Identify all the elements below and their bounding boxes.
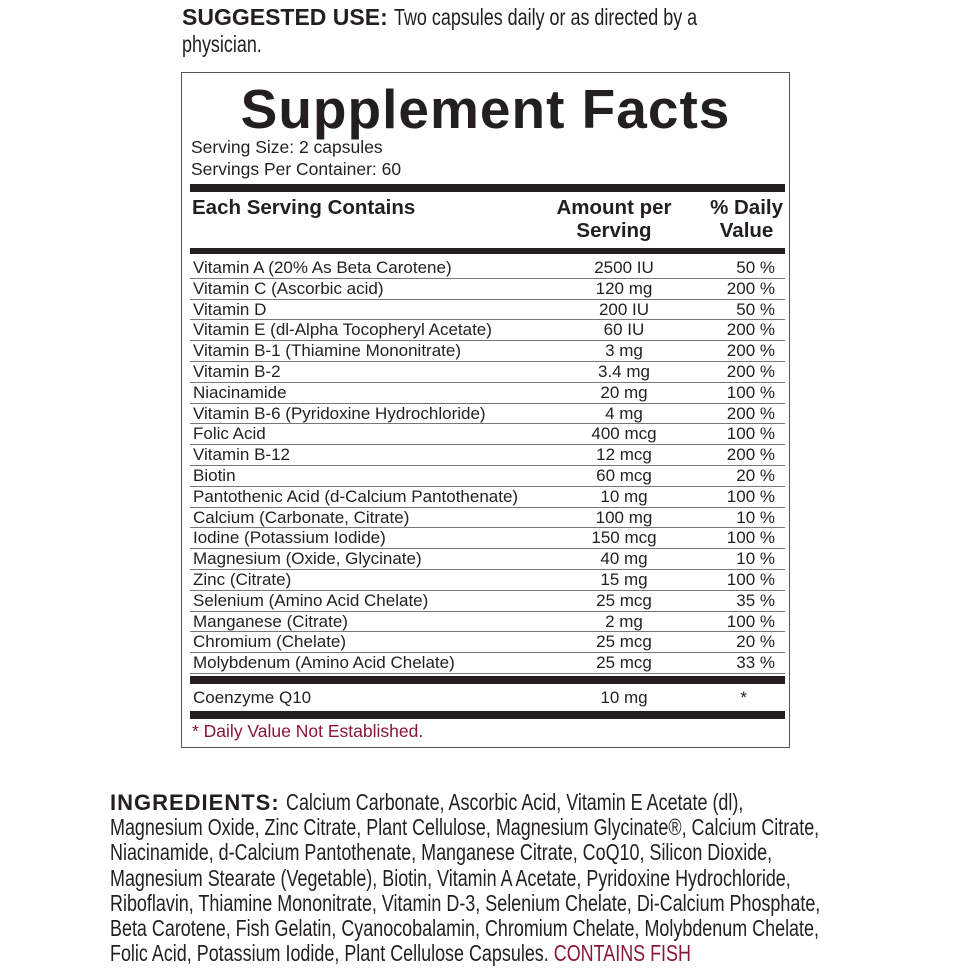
nutrient-dv: * — [740, 688, 747, 707]
header-dv-2: Value — [719, 219, 774, 242]
nutrient-amount: 15 mg — [600, 569, 648, 589]
serving-size: Serving Size: 2 capsules — [191, 137, 383, 157]
header-amount — [524, 196, 704, 242]
table-row-coq10 — [190, 684, 785, 711]
table-row — [190, 320, 785, 341]
nutrient-dv: 200 % — [726, 361, 775, 381]
table-row — [190, 300, 785, 321]
nutrient-amount: 25 mcg — [596, 653, 652, 673]
nutrient-name: Biotin — [193, 465, 236, 485]
nutrient-dv: 20 % — [736, 465, 775, 485]
nutrient-dv: 100 % — [726, 382, 775, 402]
nutrient-name: Folic Acid — [193, 424, 266, 444]
nutrient-dv: 35 % — [736, 590, 775, 610]
nutrient-dv: 100 % — [726, 611, 775, 631]
nutrient-amount: 25 mcg — [596, 590, 652, 610]
nutrient-dv: 200 % — [726, 403, 775, 423]
divider-thick — [190, 676, 785, 684]
nutrient-name: Vitamin C (Ascorbic acid) — [193, 278, 384, 298]
header-amount-2: Serving — [576, 219, 652, 242]
ingredients-line: Riboflavin, Thiamine Mononitrate, Vitamin D-3, Selenium Chelate, Di-Calcium Phosphate, — [110, 889, 821, 916]
table-row — [190, 487, 785, 508]
nutrient-dv: 50 % — [736, 299, 775, 319]
nutrient-dv: 200 % — [726, 445, 775, 465]
nutrient-name: Coenzyme Q10 — [193, 688, 312, 707]
table-row — [190, 404, 785, 425]
facts-title: Supplement Facts — [240, 78, 731, 140]
nutrient-name: Manganese (Citrate) — [193, 611, 348, 631]
nutrient-dv: 200 % — [726, 320, 775, 340]
ingredients-line: Calcium Carbonate, Ascorbic Acid, Vitamin E Acetate (dl), — [286, 789, 744, 815]
nutrient-name: Vitamin B-6 (Pyridoxine Hydrochloride) — [193, 403, 486, 423]
nutrient-name: Iodine (Potassium Iodide) — [193, 528, 386, 548]
nutrient-amount: 20 mg — [600, 382, 648, 402]
nutrient-dv: 10 % — [736, 507, 775, 527]
table-row — [190, 653, 785, 674]
footnote: * Daily Value Not Established. — [192, 721, 424, 741]
nutrient-dv: 10 % — [736, 549, 775, 569]
nutrient-name: Niacinamide — [193, 382, 287, 402]
nutrient-name: Selenium (Amino Acid Chelate) — [193, 590, 429, 610]
nutrient-name: Magnesium (Oxide, Glycinate) — [193, 549, 422, 569]
nutrient-amount: 60 mcg — [596, 465, 652, 485]
table-row — [190, 591, 785, 612]
suggested-use — [182, 4, 969, 58]
nutrient-table — [190, 258, 785, 674]
table-row — [190, 612, 785, 633]
header-amount-1: Amount per — [556, 196, 672, 219]
nutrient-amount: 40 mg — [600, 549, 648, 569]
table-row — [190, 445, 785, 466]
nutrient-dv: 100 % — [726, 486, 775, 506]
nutrient-name: Chromium (Chelate) — [193, 632, 347, 652]
nutrient-name: Vitamin B-2 — [193, 361, 281, 381]
table-row — [190, 528, 785, 549]
nutrient-amount: 12 mcg — [596, 445, 652, 465]
table-row — [190, 362, 785, 383]
suggested-use-label: SUGGESTED USE: — [182, 4, 388, 30]
nutrient-dv: 200 % — [726, 341, 775, 361]
nutrient-amount: 2 mg — [605, 611, 643, 631]
ingredients-line — [110, 941, 691, 966]
nutrient-amount: 3.4 mg — [598, 361, 650, 381]
nutrient-amount: 100 mg — [595, 507, 653, 527]
nutrient-amount: 60 IU — [603, 320, 645, 340]
nutrient-amount: 120 mg — [595, 278, 653, 298]
nutrient-name: Calcium (Carbonate, Citrate) — [193, 507, 410, 527]
nutrient-name: Vitamin A (20% As Beta Carotene) — [193, 258, 452, 277]
header-name: Each Serving Contains — [192, 196, 416, 219]
suggested-use-text: Two capsules daily or as directed by a — [394, 4, 698, 30]
table-row — [190, 341, 785, 362]
contains-fish-warning: CONTAINS FISH — [553, 940, 691, 967]
divider-thick — [190, 711, 785, 719]
nutrient-amount: 150 mcg — [591, 528, 657, 548]
nutrient-amount: 200 IU — [598, 299, 650, 319]
supplement-facts-panel — [181, 72, 790, 748]
nutrient-amount: 4 mg — [605, 403, 643, 423]
nutrient-dv: 50 % — [736, 258, 775, 277]
nutrient-amount: 400 mcg — [591, 424, 657, 444]
nutrient-name: Vitamin B-12 — [193, 445, 291, 465]
table-row — [190, 424, 785, 445]
header-dv — [710, 196, 783, 242]
table-row — [190, 508, 785, 529]
nutrient-amount: 25 mcg — [596, 632, 652, 652]
nutrient-dv: 100 % — [726, 528, 775, 548]
divider-thick — [190, 184, 785, 192]
nutrient-dv: 200 % — [726, 278, 775, 298]
ingredients-label: INGREDIENTS: — [110, 790, 280, 815]
nutrient-name: Vitamin E (dl-Alpha Tocopheryl Acetate) — [193, 320, 492, 340]
ingredients — [110, 790, 969, 966]
nutrient-name: Pantothenic Acid (d-Calcium Pantothenate) — [193, 486, 519, 506]
nutrient-dv: 20 % — [736, 632, 775, 652]
table-row — [190, 383, 785, 404]
nutrient-name: Vitamin D — [193, 299, 267, 319]
nutrient-dv: 100 % — [726, 424, 775, 444]
ingredients-line: Magnesium Oxide, Zinc Citrate, Plant Cellulose, Magnesium Glycinate®, Calcium Citrate, — [110, 814, 820, 841]
nutrient-name: Vitamin B-1 (Thiamine Mononitrate) — [193, 341, 462, 361]
suggested-use-text-2: physician. — [182, 31, 262, 57]
table-row — [190, 466, 785, 487]
nutrient-amount: 3 mg — [605, 341, 643, 361]
servings-per-container: Servings Per Container: 60 — [191, 159, 402, 179]
nutrient-name: Molybdenum (Amino Acid Chelate) — [193, 653, 455, 673]
ingredients-line: Beta Carotene, Fish Gelatin, Cyanocobalamin, Chromium Chelate, Molybdenum Chelate, — [110, 915, 819, 942]
ingredients-line: Magnesium Stearate (Vegetable), Biotin, Vitamin A Acetate, Pyridoxine Hydrochloride, — [110, 864, 791, 891]
table-row — [190, 549, 785, 570]
nutrient-name: Zinc (Citrate) — [193, 569, 292, 589]
divider-thick — [190, 248, 785, 254]
header-dv-1: % Daily — [710, 196, 783, 219]
table-row — [190, 279, 785, 300]
nutrient-dv: 33 % — [736, 653, 775, 673]
ingredients-line-text: Folic Acid, Potassium Iodide, Plant Cellulose Capsules. — [110, 940, 549, 967]
table-row — [190, 632, 785, 653]
nutrient-amount: 10 mg — [600, 486, 648, 506]
table-row — [190, 258, 785, 279]
nutrient-amount: 10 mg — [600, 688, 648, 707]
nutrient-dv: 100 % — [726, 569, 775, 589]
table-row — [190, 570, 785, 591]
ingredients-line: Niacinamide, d-Calcium Pantothenate, Manganese Citrate, CoQ10, Silicon Dioxide, — [110, 839, 773, 866]
nutrient-amount: 2500 IU — [594, 258, 654, 277]
